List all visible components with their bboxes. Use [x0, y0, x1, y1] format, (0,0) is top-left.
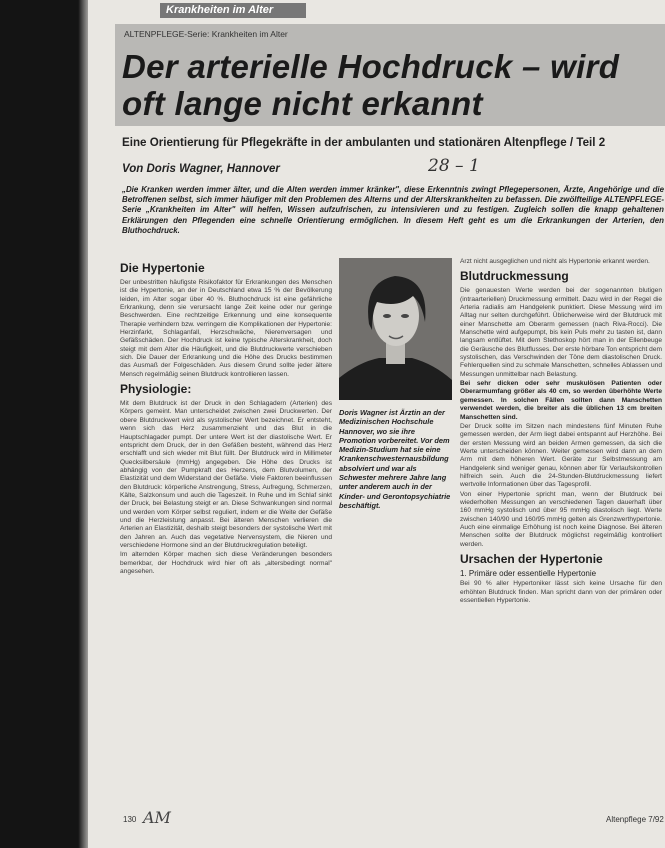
- portrait-image: [339, 258, 452, 400]
- paragraph: Der Druck sollte im Sitzen nach mindestens fünf Minuten Ruhe gemessen werden, der Arm liegt dabei entspannt auf Herzhöhe. Bei der ersten Messung wird an beiden Armen gemessen, da sich die Werte unterscheiden können. Weiter gemessen wird dann an dem Arm mit dem höheren Wert. Geräte zur Selbstmessung am Handgelenk sind weniger genau, können aber für Verlaufskontrollen hilfreich sein. Auch die 24-Stunden-Blutdruckmessung liefert wertvolle Informationen über das Tagesprofil.: [460, 422, 662, 489]
- article-lead: „Die Kranken werden immer älter, und die Alten werden immer kränker", diese Erkenntnis zwingt Pflegepersonen, Ärzte, Angehörige und die Betroffenen selbst, sich immer häufiger mit den Problemen des Alterns und der Alterskrankheiten zu befassen. Die zwölfteilige ALTENPFLEGE-Serie „Krankheiten im Alter" will helfen, Wissen aufzufrischen, zu intensivieren und zu festigen. Zugleich sollen die knapp gehaltenen Erklärungen den Pflegenden eine schnelle Orientierung ermöglichen. In diesem Heft geht es um die Erkrankungen der Arterien, den Bluthochdruck.: [122, 185, 664, 235]
- subheading-primaere-hypertonie: 1. Primäre oder essentielle Hypertonie: [460, 569, 597, 578]
- paragraph: Bei 90 % aller Hypertoniker lässt sich keine Ursache für den erhöhten Blutdruck finden. Man spricht dann von der primären oder essentiellen Hypertonie.: [460, 580, 662, 605]
- paragraph: Von einer Hypertonie spricht man, wenn der Blutdruck bei wiederholten Messungen an verschiedenen Tagen dauerhaft über 160 mmHg systolisch und über 95 mmHg diastolisch liegt. Werte zwischen 140/90 und 160/95 mmHg gelten als Grenzwerthypertonie. Auch eine einmalige Erhöhung ist noch keine Diagnose. Bei älteren Menschen sollte der Blutdruck möglichst regelmäßig kontrolliert werden.: [460, 490, 662, 548]
- heading-blutdruckmessung: Blutdruckmessung: [460, 269, 569, 284]
- photo-caption: Doris Wagner ist Ärztin an der Medizinischen Hochschule Hannover, wo sie ihre Promotion vorbereitet. Vor dem Medizin-Studium hat sie eine Krankenschwesternausbildung absolviert und war als Schwester mehrere Jahre lang unter anderem auch in der Kinder- und Gerontopsychiatrie beschäftigt.: [339, 408, 451, 510]
- paragraph: Arzt nicht ausgeglichen und nicht als Hypertonie erkannt werden.: [460, 258, 650, 265]
- series-kicker: ALTENPFLEGE-Serie: Krankheiten im Alter: [124, 29, 288, 39]
- page-number: 130: [123, 815, 137, 824]
- paragraph: Mit dem Blutdruck ist der Druck in den Schlagadern (Arterien) des Körpers gemeint. Man unterscheidet zwischen zwei Druckwerten. Der obere Blutdruckwert wird als systolischer Wert bezeichnet. Er entsteht, wenn sich das Herz zusammenzieht und das Blut in die Hauptschlagader pumpt. Der untere Wert ist der diastolische Wert. Er entspricht dem Druck, der in den Gefäßen besteht, während das Herz erschlafft und sich wieder mit Blut füllt. Der Blutdruck wird in Millimeter Quecksilbersäule (mmHg) angegeben. Die Höhe des Drucks ist abhängig von der Pumpkraft des Herzens, dem Blutvolumen, der Elastizität und dem Widerstand der Gefäße. Viele Faktoren beeinflussen den Blutdruck: körperliche Anstrengung, Stress, Aufregung, Schmerzen, Kälte, Salzkonsum und auch die Tageszeit. In Ruhe und im Schlaf sinkt der Druck, bei Belastung steigt er an. Diese Schwankungen sind normal und werden vom Körper selbst reguliert, indem er die Weite der Gefäße und die Herzleistung anpasst. Bei älteren Menschen verlieren die Arterien an Elastizität, deshalb steigt besonders der systolische Wert mit den Jahren an. Auch das vegetative Nervensystem, die Nieren und verschiedene Hormone sind an der Blutdruckregulation beteiligt.: [120, 400, 332, 549]
- section-tab: Krankheiten im Alter: [160, 3, 306, 18]
- column-right: [460, 258, 662, 606]
- paragraph: Die genauesten Werte werden bei der sogenannten blutigen (intraarteriellen) Druckmessung ermittelt. Dazu wird in der Regel die Arteria radialis am Handgelenk punktiert. Diese Messung wird im Alltag nur selten durchgeführt. Üblicherweise wird der Blutdruck mit einer Manschette am Oberarm gemessen (nach Riva-Rocci). Die Manschette wird aufgepumpt, bis kein Puls mehr zu tasten ist, dann langsam entlüftet. Mit dem Stethoskop hört man in der Ellenbeuge die Geräusche des Blutflusses. Der erste hörbare Ton entspricht dem systolischen, das Verschwinden der Töne dem diastolischen Druck. Fehlerquellen sind zu schmale Manschetten, schnelles Ablassen und Messungen unmittelbar nach Belastung.: [460, 287, 662, 378]
- heading-physiologie: Physiologie:: [120, 382, 192, 397]
- column-left: [120, 258, 332, 577]
- paragraph: Der unbestritten häufigste Risikofaktor für Erkrankungen des Menschen ist die Hypertonie, an der in Deutschland etwa 15 % der Bevölkerung leiden, im Alter sogar über 40 %. Bluthochdruck ist eine gefährliche Erkrankung, denn sie verursacht lange Zeit keine oder nur geringe Beschwerden. Eine rechtzeitige Erkennung und eine konsequente Therapie verhindern bzw. verringern die Komplikationen der Hypertonie: Herzinfarkt, Schlaganfall, Herzschwäche, Nierenversagen und Gefäßschäden. Der Hochdruck ist keine typische Alterskrankheit, doch steigt mit dem Alter die Häufigkeit, und die Blutdruckwerte verschieben sich. Die Dauer der Erkrankung und die Höhe des Drucks bestimmen das Ausmaß der Folgeschäden. Aus diesem Grund sollte jeder ältere Mensch regelmäßig seinen Blutdruck kontrollieren lassen.: [120, 279, 332, 378]
- author-photo: [339, 258, 452, 400]
- heading-ursachen: Ursachen der Hypertonie: [460, 552, 603, 566]
- handwritten-initials: AM: [143, 808, 171, 827]
- bold-note: Bei sehr dicken oder sehr muskulösen Patienten oder Oberarmumfang größer als 40 cm, so werden überhöhte Werte gemessen. In solchen Fällen sollten dann Manschetten verwendet werden, die breiter als die üblichen 13 cm breiten Manschetten sind.: [460, 380, 662, 421]
- heading-hypertonie: Die Hypertonie: [120, 261, 205, 275]
- handwritten-note: 28 – 1: [428, 156, 480, 176]
- paragraph: Im alternden Körper machen sich diese Veränderungen besonders bemerkbar, der Hochdruck wird hier oft als „altersbedingt normal" angesehen.: [120, 551, 332, 575]
- article-subtitle: Eine Orientierung für Pflegekräfte in der ambulanten und stationären Altenpflege / Teil 2: [122, 136, 606, 149]
- issue-footer: Altenpflege 7/92: [606, 815, 664, 824]
- article-author: Von Doris Wagner, Hannover: [122, 163, 280, 175]
- article-title: Der arterielle Hochdruck – wird oft lange nicht erkannt: [122, 48, 620, 122]
